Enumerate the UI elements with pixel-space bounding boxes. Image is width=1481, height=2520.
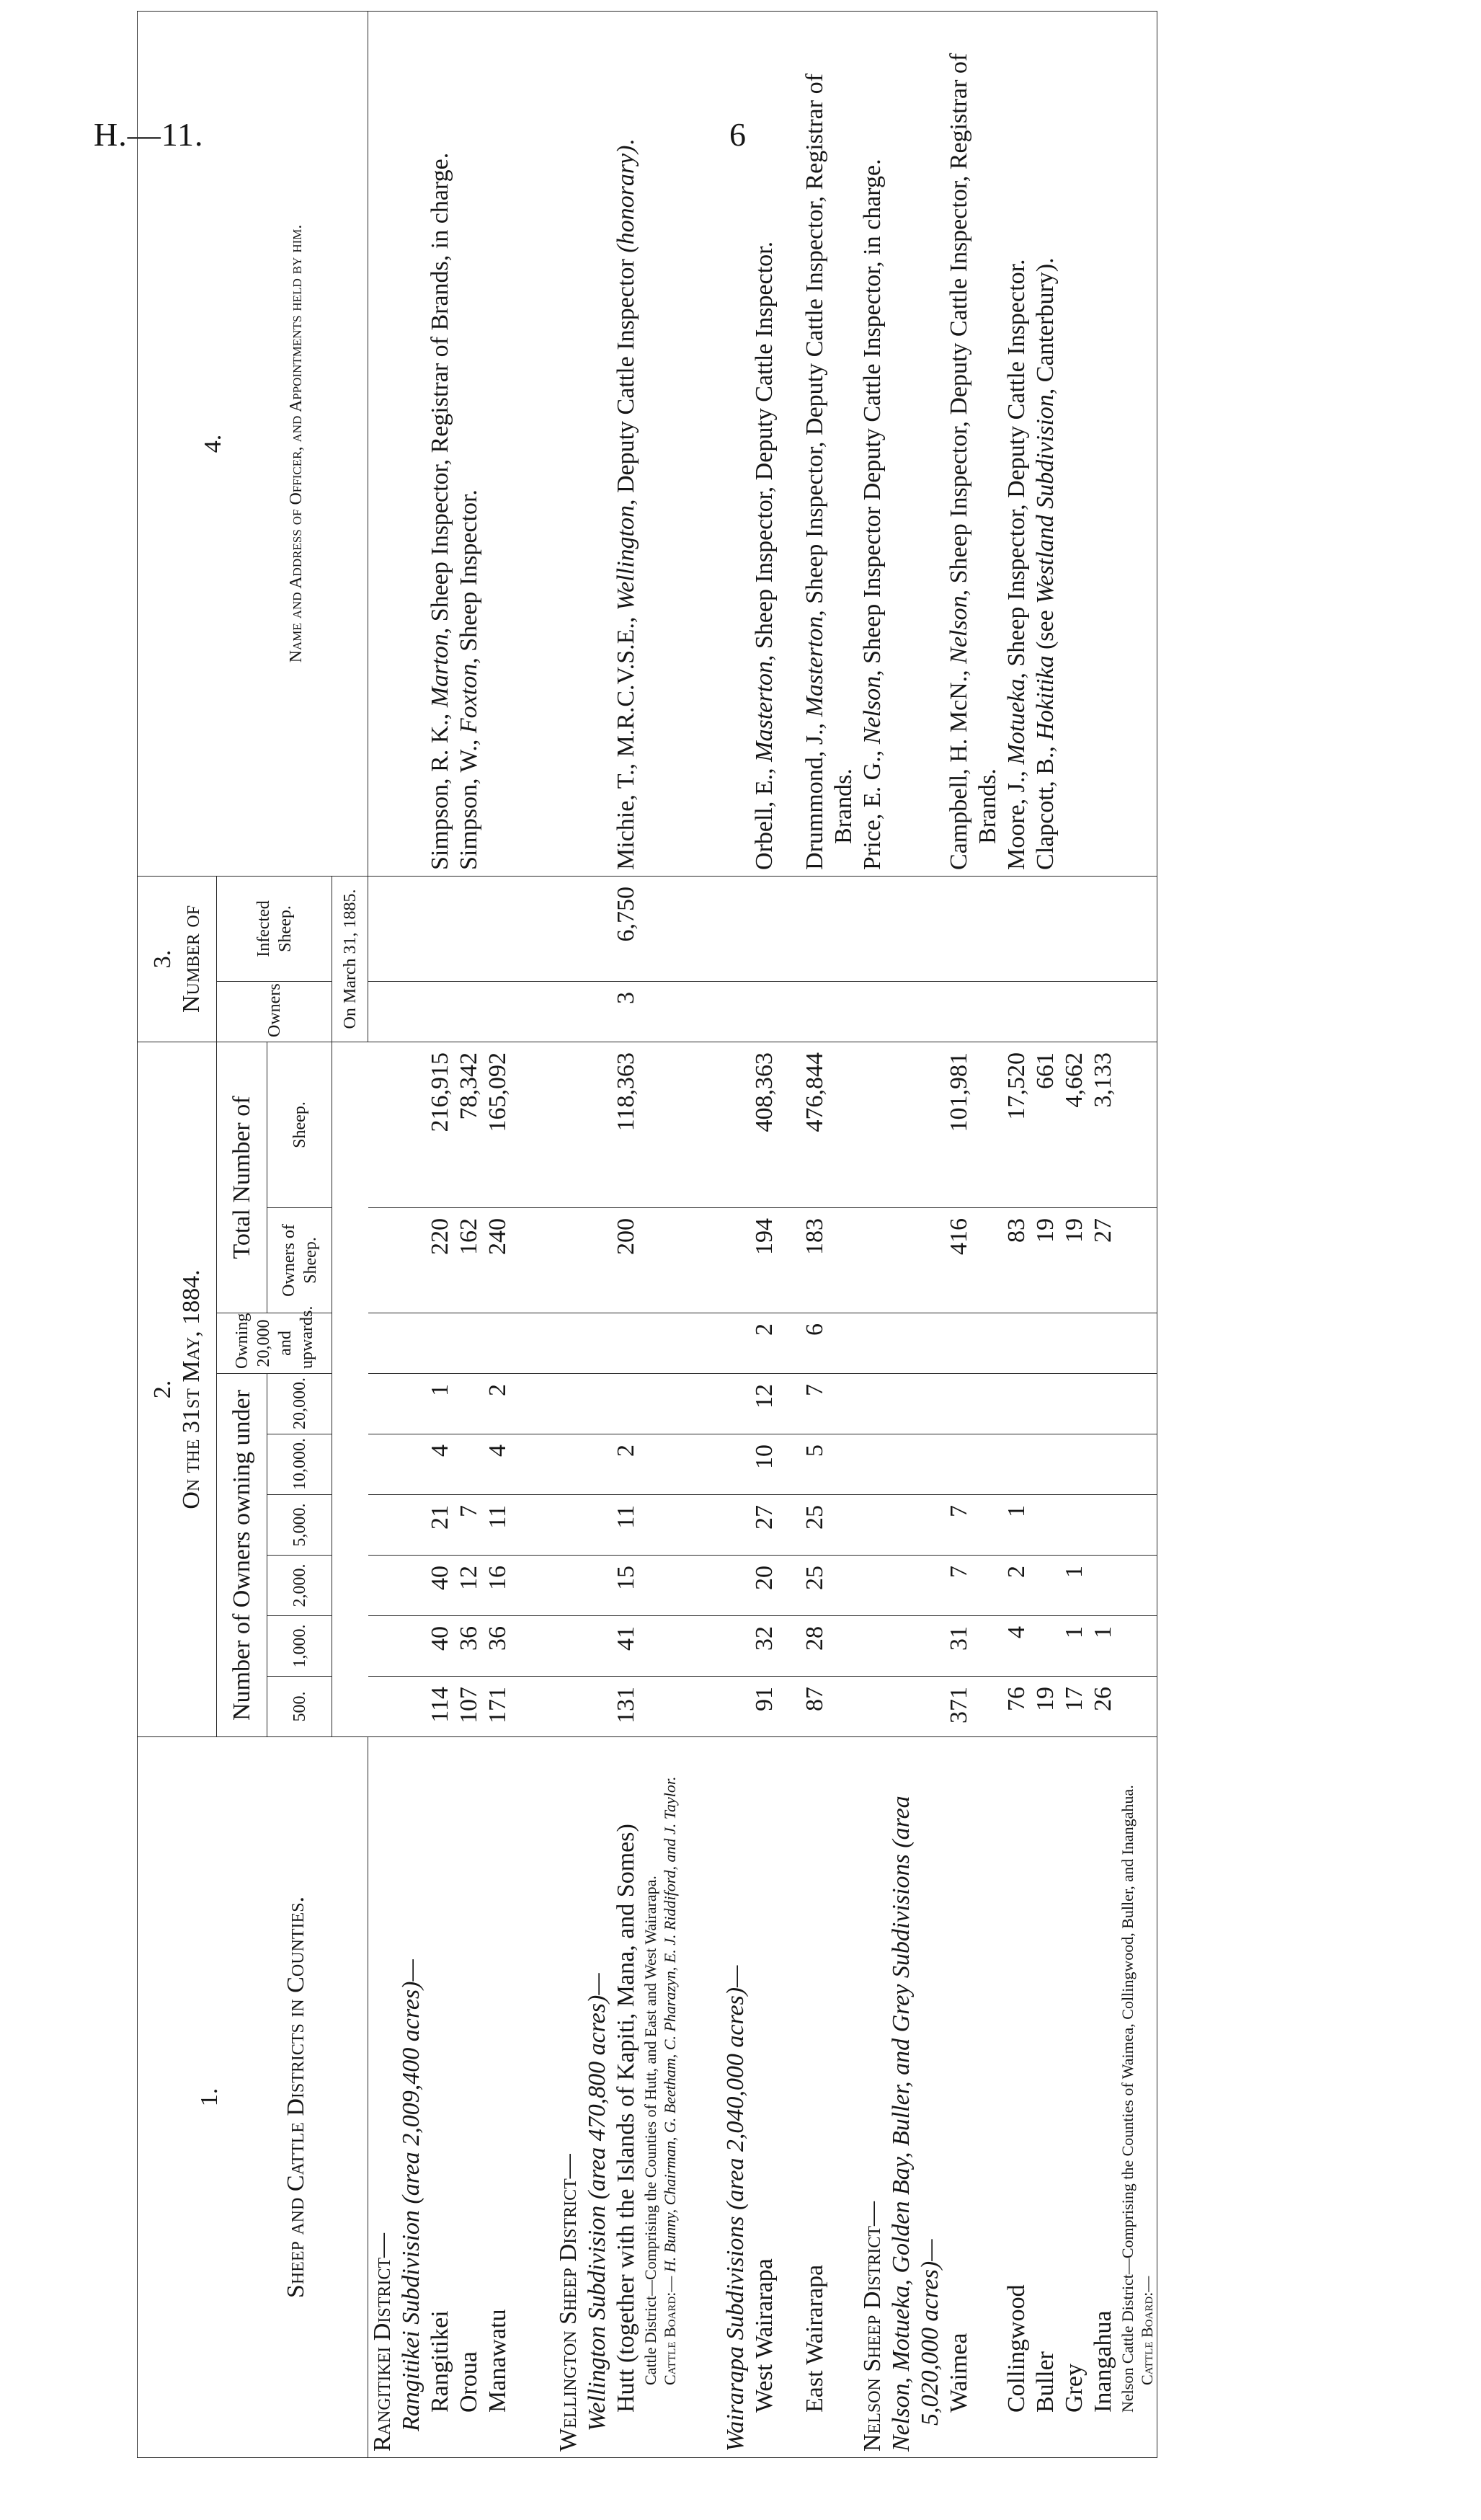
count-500: 107 xyxy=(455,1677,484,1737)
count-upwards: 2 xyxy=(750,1313,779,1374)
county-name: Oroua xyxy=(455,1737,484,2458)
owners-total: 19 xyxy=(1031,1208,1060,1313)
owners-of-sheep-header: Owners of Sheep. xyxy=(267,1208,332,1313)
table-row xyxy=(1031,11,1060,2457)
officer-entry xyxy=(945,11,1002,876)
owners-total: 83 xyxy=(1002,1208,1031,1313)
officer-role: , Sheep Inspector, Deputy Cattle Inspector. xyxy=(751,241,778,662)
count-2000: 1 xyxy=(1060,1556,1089,1616)
total-group-header: Total Number of xyxy=(217,1042,267,1313)
infected-date-header: On March 31, 1885. xyxy=(332,876,368,1042)
officer-note: (honorary) xyxy=(613,145,639,253)
cattle-board-wellington xyxy=(660,1737,680,2458)
officer-name: Moore, J., xyxy=(1003,764,1030,870)
officer-place: Marton xyxy=(427,634,453,708)
sheep-total: 476,844 xyxy=(801,1042,858,1207)
owners-total: 220 xyxy=(426,1208,455,1313)
col1-title: Sheep and Cattle Districts in Counties. xyxy=(282,1896,309,2299)
count-10000: 4 xyxy=(426,1434,455,1495)
count-10000: 2 xyxy=(612,1434,641,1495)
count-2000: 40 xyxy=(426,1556,455,1616)
nelson-district-heading: Nelson Sheep District— xyxy=(858,1737,887,2458)
sheep-total: 408,363 xyxy=(750,1042,779,1207)
count-2000: 2 xyxy=(1002,1556,1031,1616)
table-row xyxy=(1060,11,1089,2457)
page-header-code: H.—11. xyxy=(94,116,204,153)
sheep-total: 78,342 xyxy=(455,1042,484,1207)
cattle-district-wellington: Cattle District—Comprising the Counties of Hutt, and East and West Wairarapa. xyxy=(641,1737,660,2458)
officer-role: , Sheep Inspector. xyxy=(455,489,482,664)
sheep-total: 17,520 xyxy=(1002,1042,1031,1207)
count-2000: 12 xyxy=(455,1556,484,1616)
col4-header xyxy=(138,11,368,876)
officer-name: Simpson, W., xyxy=(455,733,482,870)
sheep-total: 101,981 xyxy=(945,1042,1002,1207)
count-1000: 32 xyxy=(750,1616,779,1677)
count-5000: 1 xyxy=(1002,1495,1031,1556)
owners-total: 194 xyxy=(750,1208,779,1313)
sheep-total: 661 xyxy=(1031,1042,1060,1207)
officer-place: Foxton xyxy=(455,663,482,734)
count-2000: 25 xyxy=(801,1556,858,1616)
county-name: Collingwood xyxy=(1002,1737,1031,2458)
count-500: 91 xyxy=(750,1677,779,1737)
count-500: 26 xyxy=(1089,1677,1118,1737)
officer-place: Motueka xyxy=(1003,678,1030,765)
table-row xyxy=(426,11,455,2457)
rangitikei-district-heading: Rangitikei District— xyxy=(368,1737,398,2458)
officer-name: Clapcott, B., xyxy=(1032,740,1059,870)
owners-total: 200 xyxy=(612,1208,641,1313)
col3-title: Number of xyxy=(177,905,205,1013)
count-20000: 12 xyxy=(750,1374,779,1434)
col1-header xyxy=(138,1737,368,2458)
county-name: Rangitikei xyxy=(426,1737,455,2458)
county-name: East Wairarapa xyxy=(801,1737,858,2458)
table-row xyxy=(1089,11,1118,2457)
count-5000: 11 xyxy=(612,1495,641,1556)
infected-sheep-header: Infected Sheep. xyxy=(217,876,332,981)
col4-number: 4. xyxy=(199,434,226,453)
table-row xyxy=(801,11,858,2457)
officer-place: Nelson xyxy=(859,675,886,745)
county-name: Hutt (together with the Islands of Kapiti, Mana, and Somes) xyxy=(612,1737,641,2458)
wairarapa-subdivision: Wairarapa Subdivisions (area 2,040,000 acres)— xyxy=(722,1965,749,2452)
table-row xyxy=(612,11,641,2457)
cattle-district-nelson: Nelson Cattle District—Comprising the Counties of Waimea, Collingwood, Buller, and Inangahua. xyxy=(1118,1737,1137,2458)
officer-name: Price, E. G., xyxy=(859,744,886,870)
officer-punct: , Canterbury). xyxy=(1032,257,1059,395)
cattle-board-names: H. Bunny, Chairman, G. Beetham, C. Pharazyn, E. J. Riddiford, and J. Taylor. xyxy=(661,1776,679,2273)
count-2000: 7 xyxy=(945,1556,1002,1616)
count-1000: 1 xyxy=(1089,1616,1118,1677)
size-2000-header: 2,000. xyxy=(267,1556,332,1616)
upwards-header: Owning 20,000 and upwards. xyxy=(217,1313,332,1374)
count-500: 87 xyxy=(801,1677,858,1737)
count-5000: 11 xyxy=(484,1495,512,1556)
page-number: 6 xyxy=(729,116,746,153)
owners-group-header: Number of Owners owning under xyxy=(217,1374,267,1737)
officer-place: Nelson xyxy=(946,595,972,664)
table-row xyxy=(945,11,1002,2457)
owners-total: 183 xyxy=(801,1208,858,1313)
count-500: 17 xyxy=(1060,1677,1089,1737)
sheep-total: 3,133 xyxy=(1089,1042,1118,1207)
officer-entry xyxy=(801,11,858,876)
officer-entry xyxy=(750,11,779,876)
count-1000: 41 xyxy=(612,1616,641,1677)
officer-entry xyxy=(1002,11,1031,876)
count-500: 131 xyxy=(612,1677,641,1737)
count-5000: 27 xyxy=(750,1495,779,1556)
officer-place: Masterton xyxy=(801,616,828,717)
col3-number: 3. xyxy=(148,949,176,969)
col2-header xyxy=(138,1042,217,1736)
count-2000: 15 xyxy=(612,1556,641,1616)
sheep-districts-table xyxy=(137,11,1157,2458)
owners-total: 162 xyxy=(455,1208,484,1313)
county-name: Grey xyxy=(1060,1737,1089,2458)
officer-role: , Sheep Inspector, Registrar of Brands, in charge. xyxy=(427,152,453,634)
officer-name: Orbell, E., xyxy=(751,761,778,870)
count-1000: 36 xyxy=(484,1616,512,1677)
county-name: Manawatu xyxy=(484,1737,512,2458)
county-name: Waimea xyxy=(945,1737,1002,2458)
col3-header xyxy=(138,876,217,1042)
infected-owners-header: Owners xyxy=(217,981,332,1042)
count-1000: 28 xyxy=(801,1616,858,1677)
owners-total: 240 xyxy=(484,1208,512,1313)
count-2000: 16 xyxy=(484,1556,512,1616)
infected-owners: 3 xyxy=(612,981,641,1042)
sheep-total: 118,363 xyxy=(612,1042,641,1207)
col4-title: Name and Address of Officer, and Appointments held by him. xyxy=(286,224,306,663)
officer-name: Michie, T., M.R.C.V.S.E., xyxy=(613,611,639,870)
infected-sheep: 6,750 xyxy=(612,876,641,981)
owners-total: 19 xyxy=(1060,1208,1089,1313)
sheep-header: Sheep. xyxy=(267,1042,332,1207)
officer-entry xyxy=(612,11,641,876)
col2-title: On the 31st May, 1884. xyxy=(177,1269,205,1509)
county-name: West Wairarapa xyxy=(750,1737,779,2458)
count-2000: 20 xyxy=(750,1556,779,1616)
count-5000: 7 xyxy=(455,1495,484,1556)
wellington-district-heading: Wellington Sheep District— xyxy=(554,1737,583,2458)
officer-role: , Sheep Inspector, Deputy Cattle Inspector. xyxy=(1003,259,1030,679)
officer-name: Simpson, R. K., xyxy=(427,707,453,870)
officer-role: , Sheep Inspector, Deputy Cattle Inspector, Registrar of Brands. xyxy=(946,53,1001,844)
cattle-board-label: Cattle Board:— xyxy=(661,2276,679,2385)
count-5000: 25 xyxy=(801,1495,858,1556)
col2-number: 2. xyxy=(148,1380,176,1399)
size-20000-header: 20,000. xyxy=(267,1374,332,1434)
count-1000: 1 xyxy=(1060,1616,1089,1677)
cattle-board-nelson: Cattle Board:— xyxy=(1138,2276,1156,2385)
owners-total: 27 xyxy=(1089,1208,1118,1313)
size-1000-header: 1,000. xyxy=(267,1616,332,1677)
count-1000: 36 xyxy=(455,1616,484,1677)
count-20000: 7 xyxy=(801,1374,858,1434)
size-500-header: 500. xyxy=(267,1677,332,1737)
count-upwards: 6 xyxy=(801,1313,858,1374)
count-1000: 31 xyxy=(945,1616,1002,1677)
county-name: Inangahua xyxy=(1089,1737,1118,2458)
county-name: Buller xyxy=(1031,1737,1060,2458)
officer-place: Hokitika xyxy=(1032,655,1059,740)
officer-role: , Sheep Inspector Deputy Cattle Inspector, in charge. xyxy=(859,159,886,676)
officer-place: Wellington xyxy=(613,505,639,611)
officer-name: Drummond, J., xyxy=(801,716,828,870)
owners-total: 416 xyxy=(945,1208,1002,1313)
count-5000: 7 xyxy=(945,1495,1002,1556)
count-500: 76 xyxy=(1002,1677,1031,1737)
officer-entry xyxy=(1031,11,1060,876)
sheep-total: 216,915 xyxy=(426,1042,455,1207)
count-20000: 1 xyxy=(426,1374,455,1434)
count-1000: 4 xyxy=(1002,1616,1031,1677)
table-row xyxy=(1002,11,1031,2457)
rangitikei-subdivision: Rangitikei Subdivision (area 2,009,400 acres)— xyxy=(398,1959,424,2431)
table-row xyxy=(455,11,484,2457)
count-500: 371 xyxy=(945,1677,1002,1737)
count-1000: 40 xyxy=(426,1616,455,1677)
count-5000: 21 xyxy=(426,1495,455,1556)
officer-entry xyxy=(858,11,887,876)
table-row xyxy=(750,11,779,2457)
count-500: 171 xyxy=(484,1677,512,1737)
officer-role: , Deputy Cattle Inspector xyxy=(613,252,639,506)
officer-note: Westland Subdivision xyxy=(1032,394,1059,604)
officer-entry xyxy=(455,11,484,876)
size-10000-header: 10,000. xyxy=(267,1434,332,1495)
wellington-subdivision: Wellington Subdivision (area 470,800 acres)— xyxy=(584,1973,610,2431)
sheep-total: 165,092 xyxy=(484,1042,512,1207)
officer-role: (see xyxy=(1032,603,1059,656)
count-10000: 4 xyxy=(484,1434,512,1495)
table-row xyxy=(484,11,512,2457)
count-10000: 10 xyxy=(750,1434,779,1495)
nelson-subdivisions: Nelson, Motueka, Golden Bay, Buller, and Grey Subdivisions (area 5,020,000 acres)— xyxy=(888,1796,943,2452)
officer-role: , Sheep Inspector, Deputy Cattle Inspector, Registrar of Brands. xyxy=(801,74,857,844)
count-10000: 5 xyxy=(801,1434,858,1495)
count-500: 114 xyxy=(426,1677,455,1737)
officer-entry xyxy=(426,11,455,876)
count-500: 19 xyxy=(1031,1677,1060,1737)
sheep-total: 4,662 xyxy=(1060,1042,1089,1207)
size-5000-header: 5,000. xyxy=(267,1495,332,1556)
count-20000: 2 xyxy=(484,1374,512,1434)
col1-number: 1. xyxy=(195,2088,223,2107)
officer-place: Masterton xyxy=(751,661,778,762)
officer-punct: . xyxy=(613,139,639,146)
officer-name: Campbell, H. McN., xyxy=(946,663,972,870)
